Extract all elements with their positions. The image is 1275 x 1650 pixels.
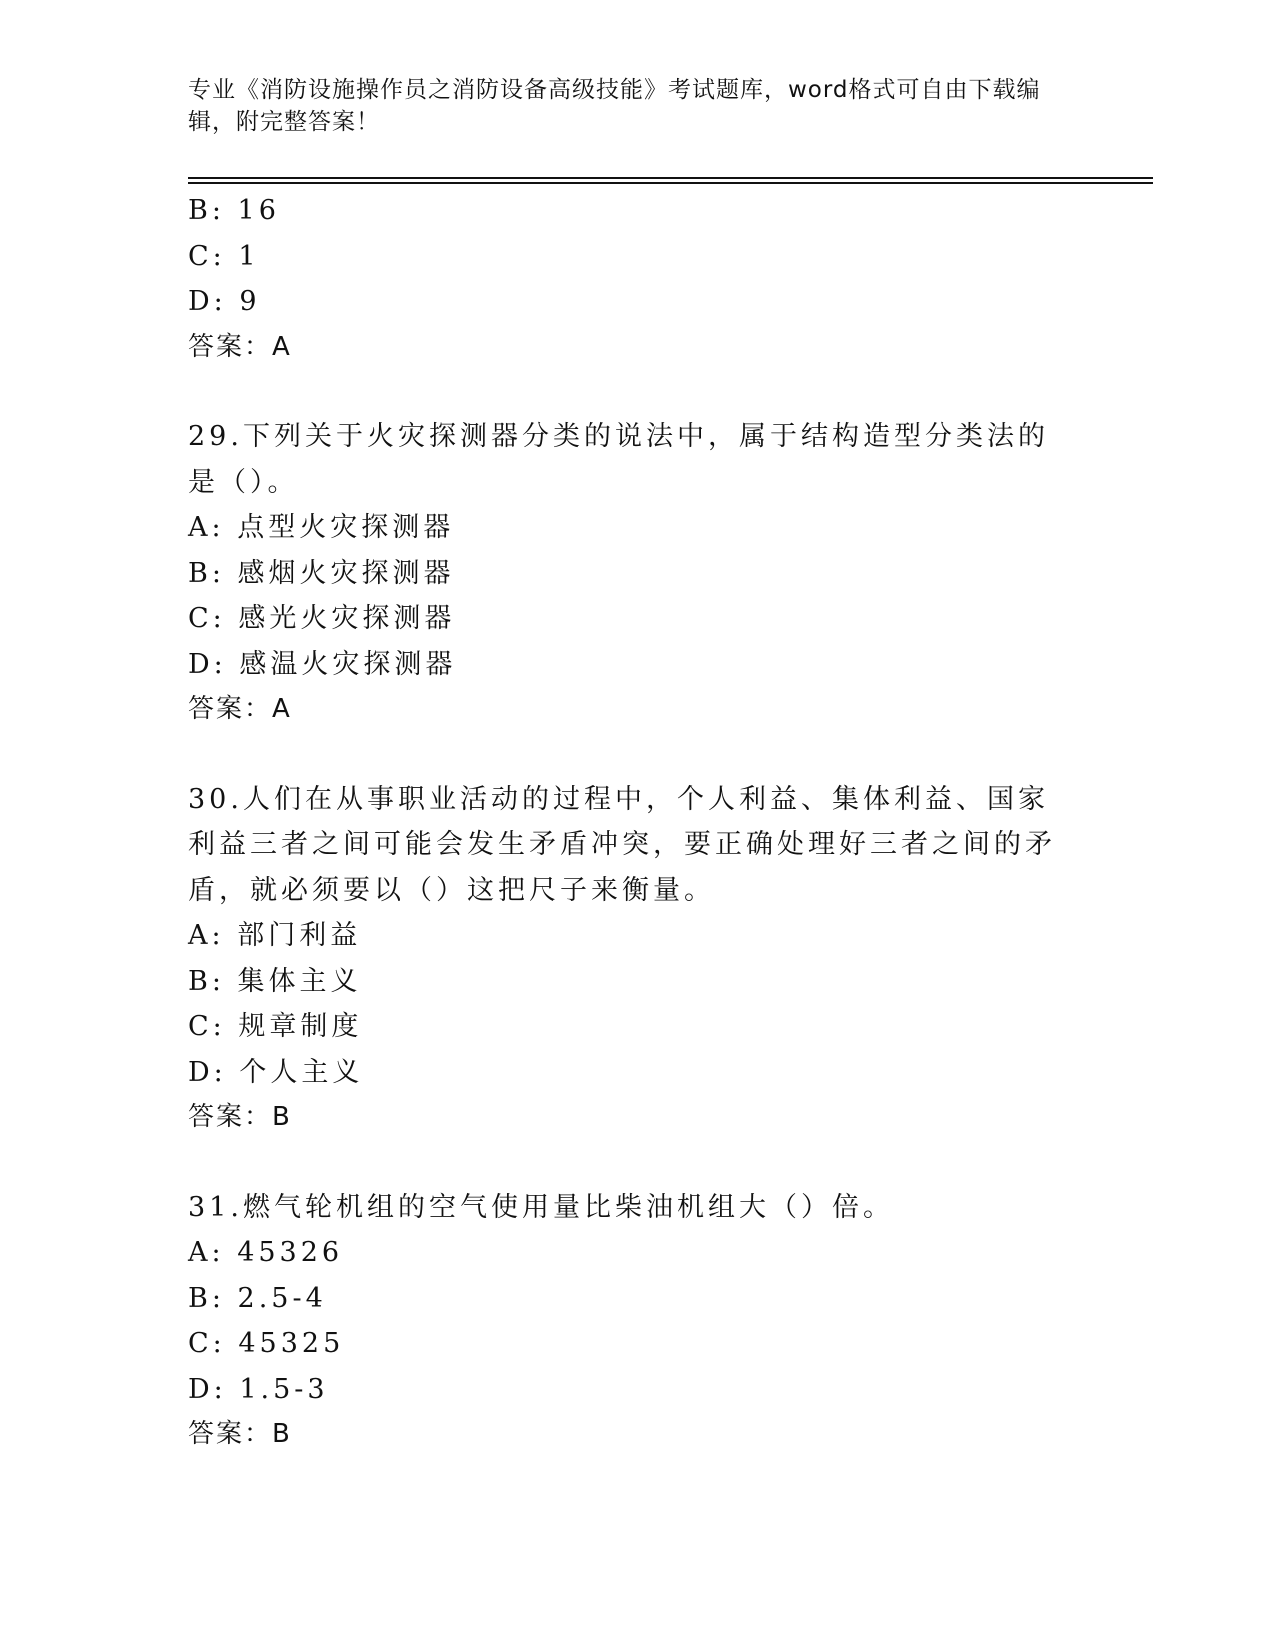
option-text: 16 bbox=[237, 195, 280, 226]
document-header: 专业《消防设施操作员之消防设备高级技能》考试题库，word格式可自由下载编辑，附完整答案！ bbox=[188, 77, 1041, 135]
option-line bbox=[188, 1276, 1088, 1322]
option-letter: B: bbox=[188, 965, 225, 997]
option-text: 感烟火灾探测器 bbox=[237, 557, 455, 589]
question-block-31 bbox=[188, 1185, 1088, 1458]
answer-line: 答案：A bbox=[188, 694, 292, 724]
question-text: 30.人们在从事职业活动的过程中，个人利益、集体利益、国家利益三者之间可能会发生矛盾冲突，要正确处理好三者之间的矛盾，就必须要以（）这把尺子来衡量。 bbox=[188, 783, 1056, 906]
option-text: 感温火灾探测器 bbox=[239, 648, 457, 680]
option-letter: C: bbox=[188, 603, 226, 634]
option-letter: B: bbox=[188, 557, 225, 589]
answer-line: 答案：A bbox=[188, 331, 292, 362]
option-text: 45326 bbox=[237, 1237, 344, 1268]
option-text: 部门利益 bbox=[237, 920, 362, 951]
option-line bbox=[188, 596, 1088, 642]
option-line bbox=[188, 913, 1088, 959]
option-letter: D: bbox=[188, 648, 227, 680]
option-line bbox=[188, 1050, 1088, 1096]
option-letter: A: bbox=[188, 920, 225, 951]
option-line bbox=[188, 551, 1088, 597]
option-line bbox=[188, 505, 1088, 551]
option-letter: B: bbox=[188, 195, 225, 226]
option-text: 1.5-3 bbox=[239, 1373, 329, 1405]
option-letter: C: bbox=[188, 1328, 226, 1359]
header-divider-top bbox=[188, 177, 1153, 179]
option-text: 1 bbox=[238, 240, 260, 272]
question-text: 31.燃气轮机组的空气使用量比柴油机组大（）倍。 bbox=[188, 1191, 894, 1223]
question-block-30 bbox=[188, 777, 1088, 1141]
option-line bbox=[188, 1367, 1088, 1413]
option-letter: D: bbox=[188, 1056, 227, 1088]
option-line bbox=[188, 959, 1088, 1005]
option-text: 规章制度 bbox=[238, 1011, 363, 1042]
option-letter: C: bbox=[188, 240, 226, 272]
question-list bbox=[188, 188, 1088, 1502]
answer-line: 答案：B bbox=[188, 1419, 292, 1449]
option-line bbox=[188, 1230, 1088, 1276]
question-block-29 bbox=[188, 414, 1088, 733]
option-text: 9 bbox=[239, 286, 261, 317]
option-text: 集体主义 bbox=[237, 965, 362, 997]
option-line bbox=[188, 234, 1088, 280]
option-line bbox=[188, 188, 1088, 234]
question-block-previous bbox=[188, 188, 1088, 370]
answer-line: 答案：B bbox=[188, 1102, 292, 1132]
option-text: 感光火灾探测器 bbox=[238, 603, 456, 634]
option-text: 45325 bbox=[238, 1328, 345, 1359]
option-text: 点型火灾探测器 bbox=[237, 512, 455, 543]
option-text: 2.5-4 bbox=[237, 1282, 327, 1314]
option-line bbox=[188, 279, 1088, 325]
question-text: 29.下列关于火灾探测器分类的说法中，属于结构造型分类法的是（）。 bbox=[188, 421, 1049, 498]
option-line bbox=[188, 642, 1088, 688]
option-letter: C: bbox=[188, 1011, 226, 1042]
option-text: 个人主义 bbox=[239, 1056, 364, 1088]
option-letter: B: bbox=[188, 1282, 225, 1314]
option-line bbox=[188, 1321, 1088, 1367]
option-letter: D: bbox=[188, 286, 227, 317]
option-letter: A: bbox=[188, 1237, 225, 1268]
header-divider-bottom bbox=[188, 182, 1153, 184]
option-line bbox=[188, 1004, 1088, 1050]
option-letter: D: bbox=[188, 1373, 227, 1405]
option-letter: A: bbox=[188, 512, 225, 543]
